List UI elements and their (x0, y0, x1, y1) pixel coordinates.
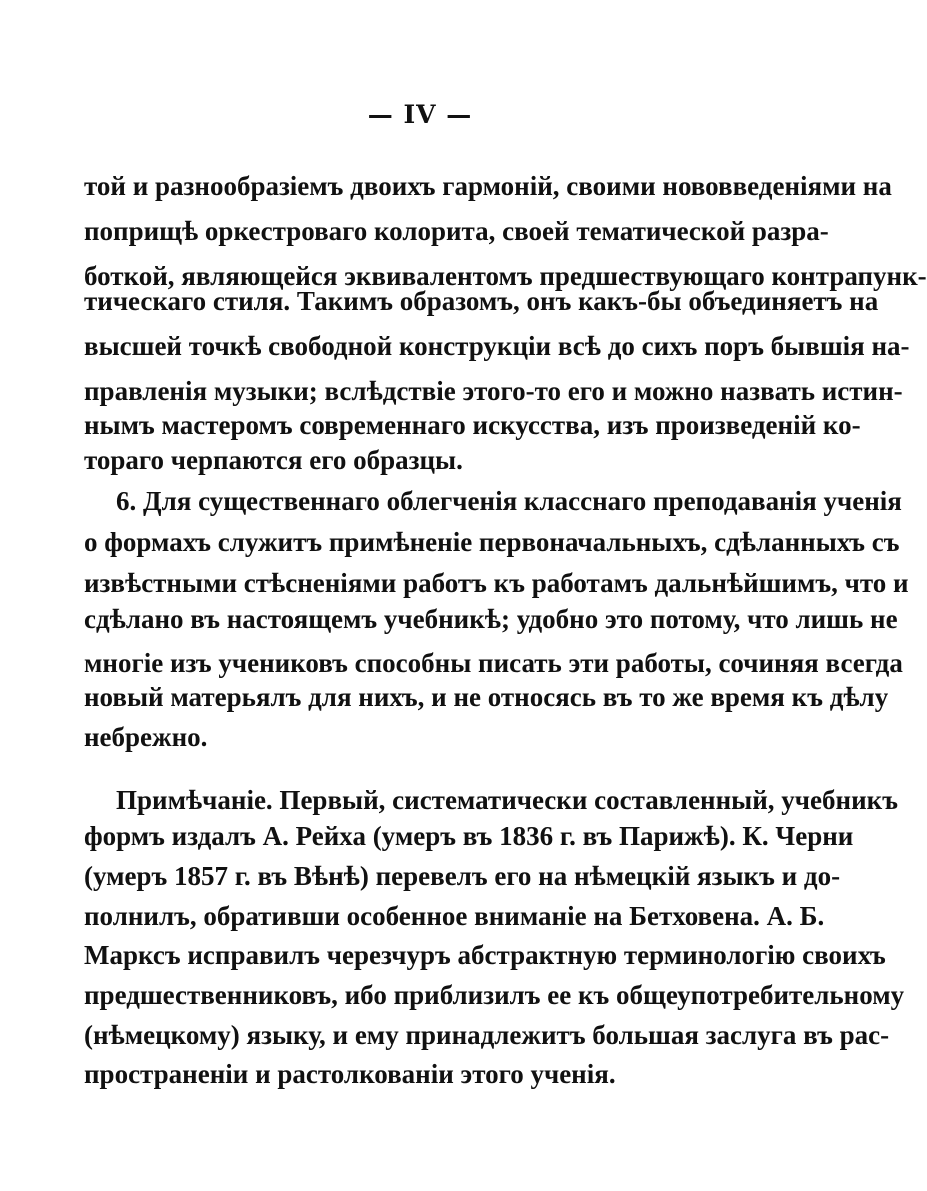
text-line: нымъ мастеромъ современнаго искусства, изъ произведеній ко- (84, 410, 861, 440)
text-line: тораго черпаются его образцы. (84, 445, 463, 475)
text-line: полнилъ, обративши особенное вниманіе на Бетховена. А. Б. (84, 901, 825, 931)
text-line: (нѣмецкому) языку, и ему принадлежитъ большая заслуга въ рас- (84, 1020, 890, 1050)
text-line: о формахъ служитъ примѣненіе первоначальныхъ, сдѣланныхъ съ (84, 527, 900, 557)
text-line: высшей точкѣ свободной конструкціи всѣ до сихъ поръ бывшія на- (84, 331, 910, 361)
text-line: поприщѣ оркестроваго колорита, своей тематической разра- (84, 216, 829, 246)
text-line: небрежно. (84, 722, 208, 752)
text-line: многіе изъ учениковъ способны писать эти работы, сочиняя всегда (84, 648, 903, 678)
text-line: (умеръ 1857 г. въ Вѣнѣ) перевелъ его на нѣмецкій языкъ и до- (84, 861, 841, 891)
text-line: 6. Для существеннаго облегченія класснаго преподаванія ученія (116, 486, 902, 516)
text-line: предшественниковъ, ибо приблизилъ ее къ общеупотребительному (84, 980, 905, 1010)
text-line: правленія музыки; вслѣдствіе этого-то его и можно назвать истин- (84, 376, 903, 406)
text-line: формъ издалъ А. Рейха (умеръ въ 1836 г. въ Парижѣ). К. Черни (84, 821, 854, 851)
text-line: тическаго стиля. Такимъ образомъ, онъ какъ-бы объединяетъ на (84, 286, 879, 316)
text-line: боткой, являющейся эквивалентомъ предшествующаго контрапунк- (84, 261, 927, 291)
text-line: извѣстными стѣсненіями работъ къ работамъ дальнѣйшимъ, что и (84, 568, 909, 598)
text-line: Марксъ исправилъ черезчуръ абстрактную терминологію своихъ (84, 940, 886, 970)
page-number: — IV — (367, 100, 473, 129)
text-line: сдѣлано въ настоящемъ учебникѣ; удобно это потому, что лишь не (84, 604, 898, 634)
text-line: Примѣчаніе. Первый, систематически составленный, учебникъ (116, 785, 898, 815)
text-line: пространеніи и растолкованіи этого ученія. (84, 1059, 616, 1089)
text-line: новый матерьялъ для нихъ, и не относясь въ то же время къ дѣлу (84, 682, 889, 712)
text-line: той и разнообразіемъ двоихъ гармоній, своими нововведеніями на (84, 171, 892, 201)
